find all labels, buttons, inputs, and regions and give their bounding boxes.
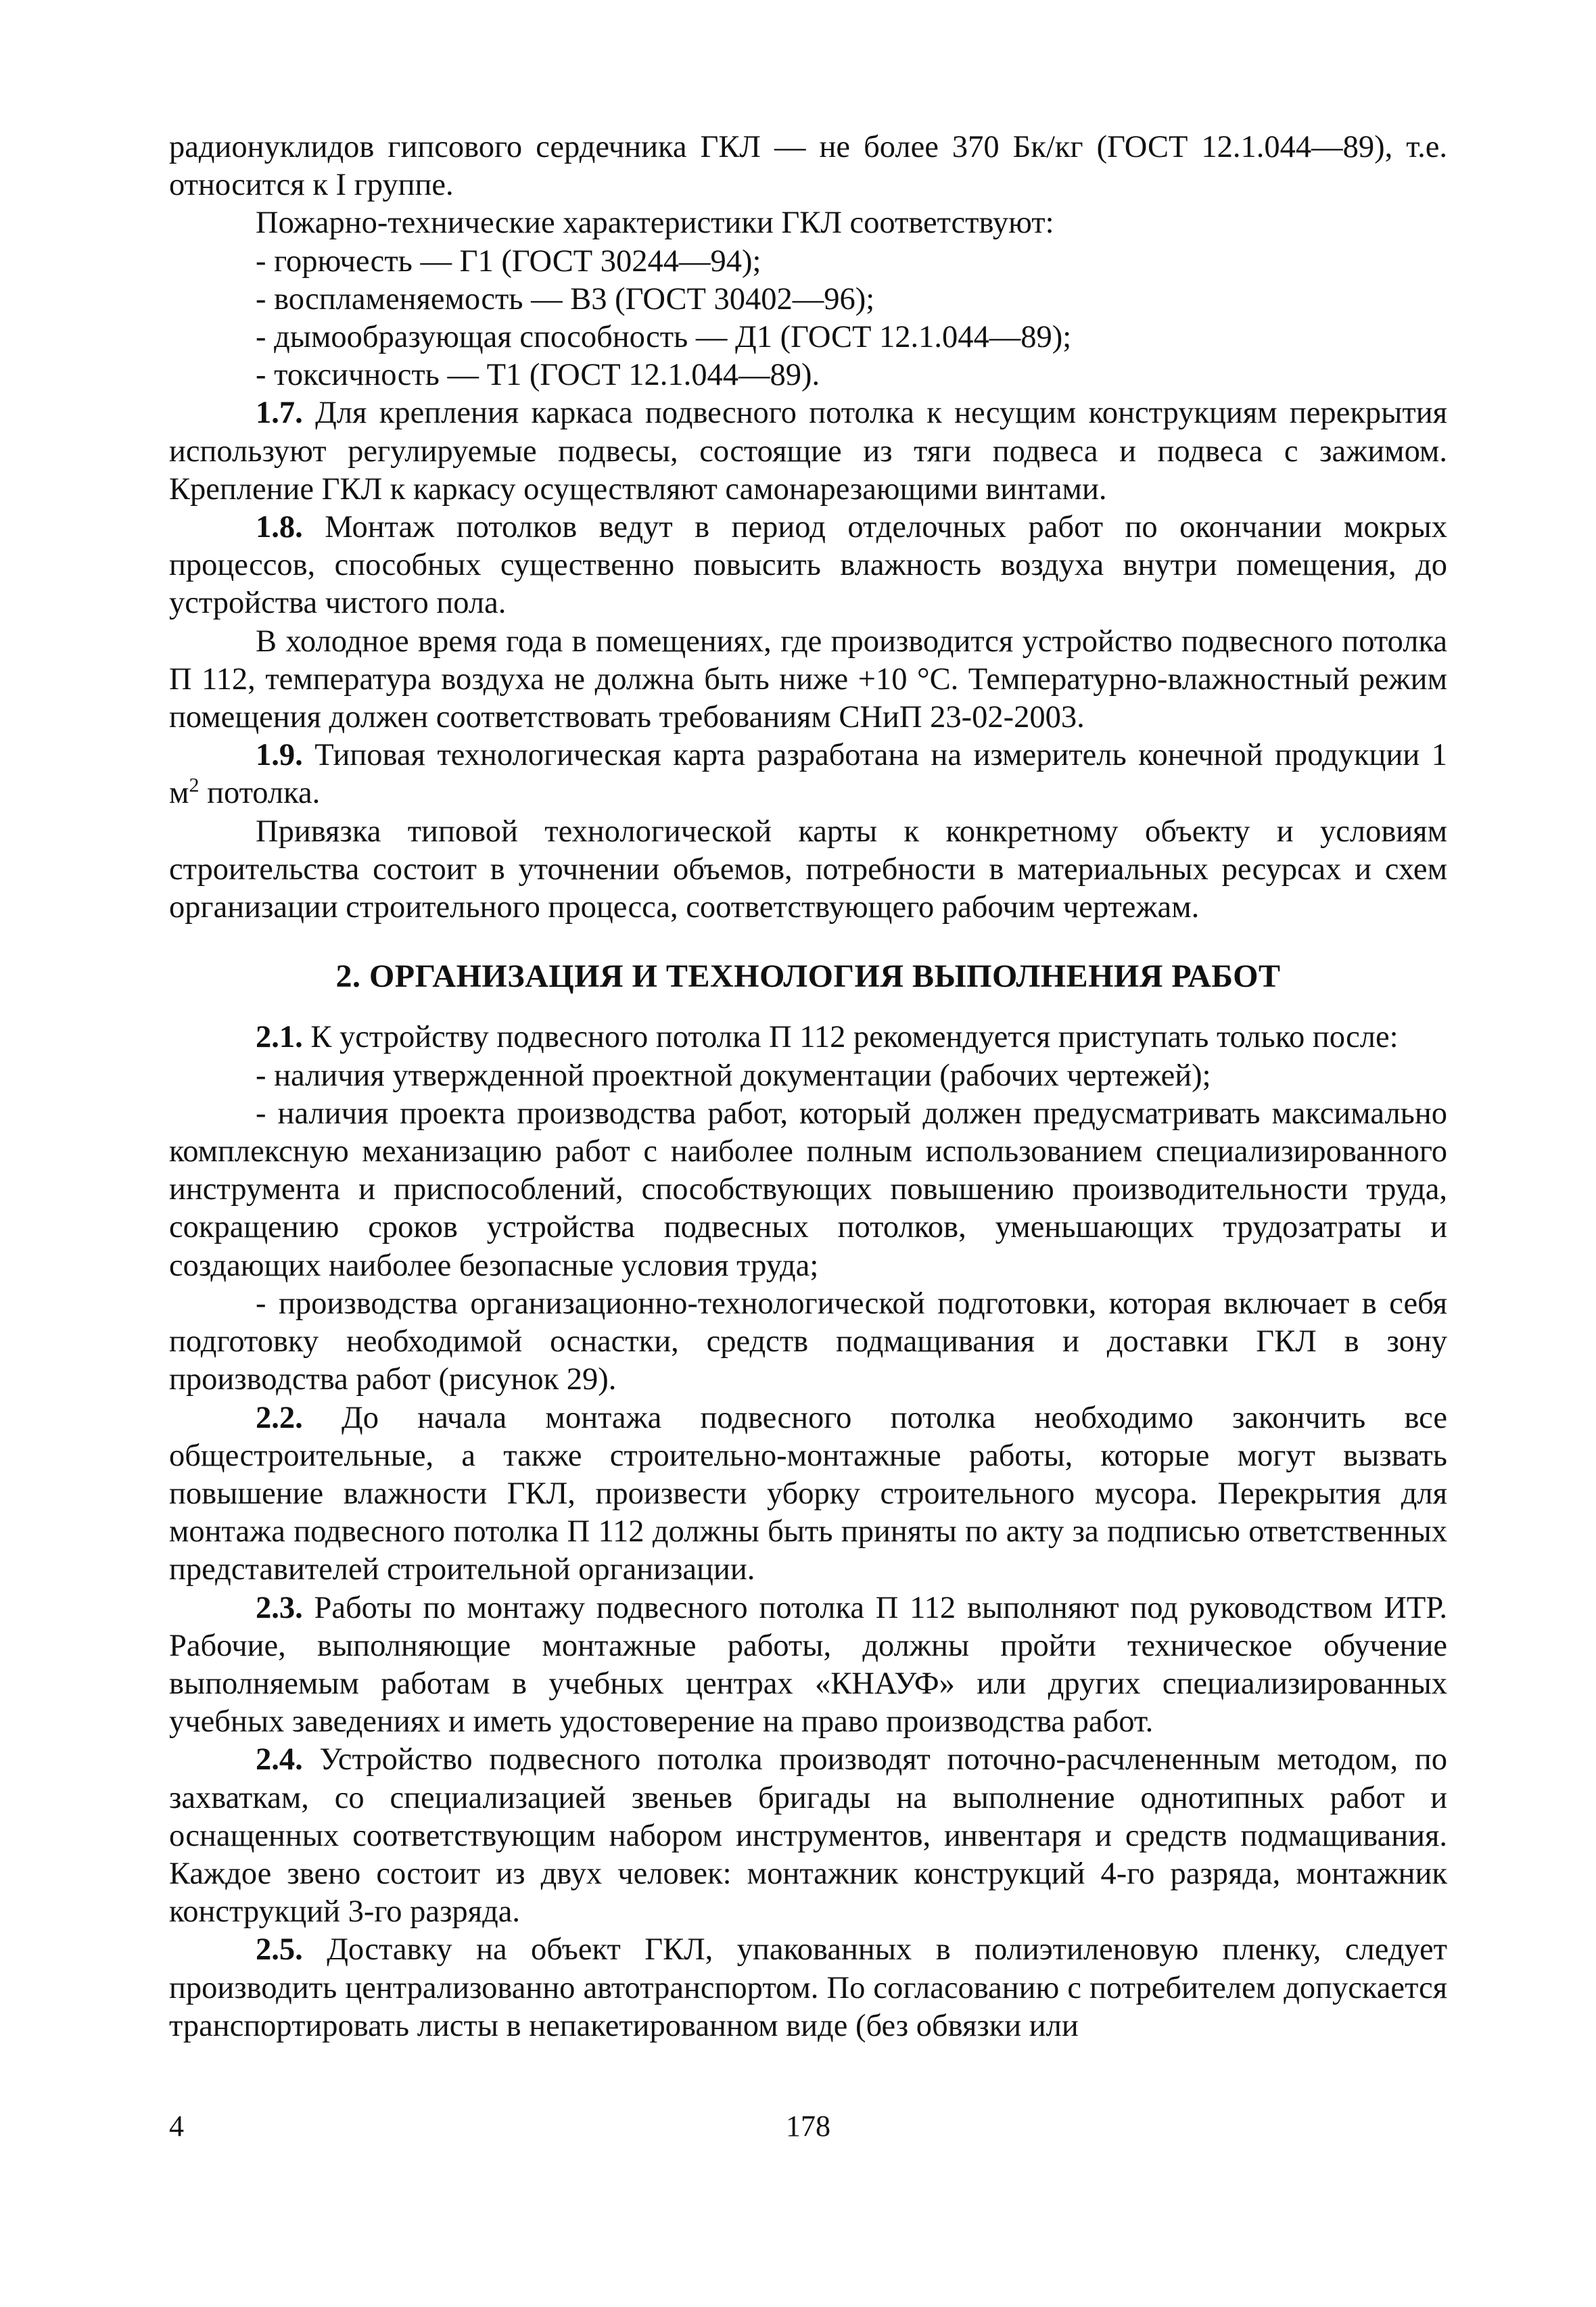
paragraph-text: Монтаж потолков ведут в период отделочных работ по окончании мокрых процессов, способных существенно повысить влажность воздуха внутри помещения, до устройства чистого пола. [169, 510, 1447, 621]
paragraph-number: 2.2. [256, 1400, 303, 1435]
paragraph-number: 2.3. [256, 1590, 303, 1625]
list-item [169, 1095, 1447, 1285]
paragraph-number: 1.9. [256, 738, 303, 773]
list-item-text: - дымообразующая способность — Д1 (ГОСТ 12.1.044—89); [256, 320, 1072, 355]
document-page [169, 129, 1447, 2045]
numbered-paragraph [169, 1741, 1447, 1931]
numbered-paragraph [169, 394, 1447, 509]
list-item [169, 356, 1447, 394]
paragraph [169, 623, 1447, 737]
paragraph-text: В холодное время года в помещениях, где производится устройство подвесного потолка П 112, температура воздуха не должна быть ниже +10 °С. Температурно-влажностный режим помещения должен соответствовать требованиям СНиП 23-02-2003. [169, 624, 1447, 735]
paragraph-text: Типовая технологическая карта разработана на измеритель конечной продукции 1 м [169, 738, 1447, 811]
page-footer [169, 2109, 1447, 2149]
list-item-text: - токсичность — Т1 (ГОСТ 12.1.044—89). [256, 358, 820, 393]
page-number: 178 [786, 2110, 830, 2143]
list-item [169, 319, 1447, 356]
paragraph-text: Работы по монтажу подвесного потолка П 112 выполняют под руководством ИТР. Рабочие, выполняющие монтажные работы, должны пройти техническое обучение выполняемым работам в учебных центрах «КНАУФ» или других специализированных учебных заведениях и иметь удостоверение на право производства работ. [169, 1590, 1447, 1740]
paragraph-text: потолка. [199, 776, 321, 811]
paragraph-text: Устройство подвесного потолка производят поточно-расчлененным методом, по захваткам, со специализацией звеньев бригады на выполнение однотипных работ и оснащенных соответствующим набором инструментов, инвентаря и средств подмащивания. Каждое звено состоит из двух человек: монтажник конструкций 4-го разряда, монтажник конструкций 3-го разряда. [169, 1742, 1447, 1930]
paragraph [169, 129, 1447, 204]
list-item-text: - производства организационно-технологической подготовки, которая включает в себя подготовку необходимой оснастки, средств подмащивания и доставки ГКЛ в зону производства работ (рисунок 29). [169, 1286, 1447, 1397]
numbered-paragraph [169, 1589, 1447, 1742]
list-item [169, 1285, 1447, 1399]
list-item-text: - воспламеняемость — В3 (ГОСТ 30402—96); [256, 281, 875, 317]
list-item [169, 1057, 1447, 1095]
paragraph-number: 2.4. [256, 1742, 303, 1777]
paragraph-text: Доставку на объект ГКЛ, упакованных в полиэтиленовую пленку, следует производить централизованно автотранспортом. По согласованию с потребителем допускается транспортировать листы в непакетированном виде (без обвязки или [169, 1932, 1447, 2043]
paragraph-number: 2.5. [256, 1932, 303, 1967]
list-item-text: - наличия проекта производства работ, который должен предусматривать максимально комплексную механизацию работ с наиболее полным использованием специализированного инструмента и приспособлений, способствующих повышению производительности труда, сокращению сроков устройства подвесных потолков, уменьшающих трудозатраты и создающих наиболее безопасные условия труда; [169, 1096, 1447, 1283]
paragraph-number: 2.1. [256, 1020, 303, 1055]
numbered-paragraph [169, 1399, 1447, 1589]
superscript: 2 [189, 774, 200, 797]
paragraph [169, 813, 1447, 927]
section-heading: 2. ОРГАНИЗАЦИЯ И ТЕХНОЛОГИЯ ВЫПОЛНЕНИЯ РАБОТ [335, 958, 1281, 995]
list-item-text: - горючесть — Г1 (ГОСТ 30244—94); [256, 243, 761, 279]
list-item-text: - наличия утвержденной проектной документации (рабочих чертежей); [256, 1058, 1211, 1093]
paragraph-text: Пожарно-технические характеристики ГКЛ соответствуют: [256, 206, 1054, 241]
paragraph-text: К устройству подвесного потолка П 112 рекомендуется приступать только после: [302, 1020, 1399, 1055]
numbered-paragraph [169, 737, 1447, 812]
numbered-paragraph [169, 509, 1447, 623]
footer-left-number: 4 [169, 2110, 184, 2143]
paragraph-number: 1.8. [256, 510, 303, 545]
paragraph-number: 1.7. [256, 396, 303, 431]
list-item [169, 281, 1447, 319]
numbered-paragraph [169, 1019, 1447, 1056]
numbered-paragraph [169, 1931, 1447, 2045]
paragraph-text: Привязка типовой технологической карты к конкретному объекту и условиям строительства состоит в уточнении объемов, потребности в материальных ресурсах и схем организации строительного процесса, соответствующего рабочим чертежам. [169, 814, 1447, 925]
paragraph-text: Для крепления каркаса подвесного потолка к несущим конструкциям перекрытия используют регулируемые подвесы, состоящие из тяги подвеса и подвеса с зажимом. Крепление ГКЛ к каркасу осуществляют самонарезающими винтами. [169, 396, 1447, 507]
paragraph-text: радионуклидов гипсового сердечника ГКЛ — не более 370 Бк/кг (ГОСТ 12.1.044—89), т.е. относится к I группе. [169, 130, 1447, 203]
paragraph [169, 204, 1447, 242]
list-item [169, 243, 1447, 281]
paragraph-text: До начала монтажа подвесного потолка необходимо закончить все общестроительные, а также строительно-монтажные работы, которые могут вызвать повышение влажности ГКЛ, произвести уборку строительного мусора. Перекрытия для монтажа подвесного потолка П 112 должны быть приняты по акту за подписью ответственных представителей строительной организации. [169, 1400, 1447, 1587]
